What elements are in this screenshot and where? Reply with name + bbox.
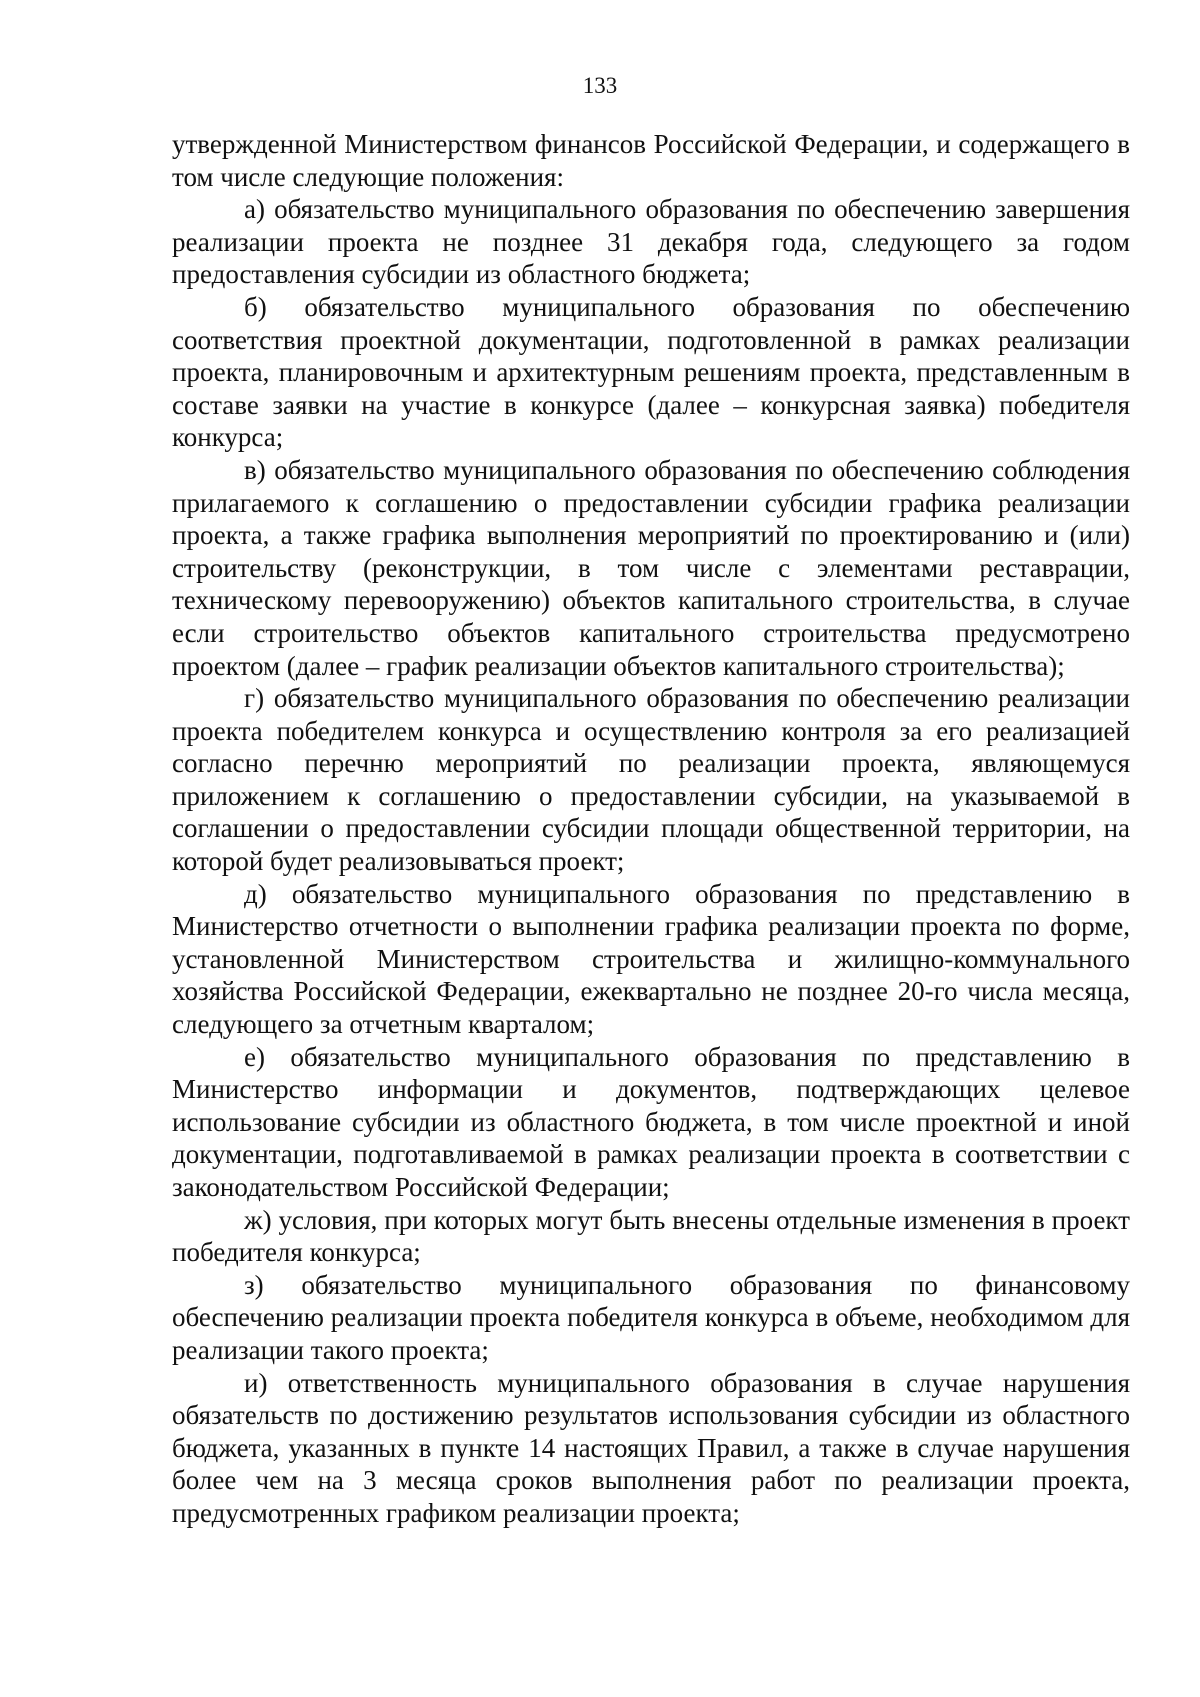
paragraph-item-g: г) обязательство муниципального образования по обеспечению реализации проекта победителем конкурса и осуществлению контроля за его реализацией согласно перечню мероприятий по реализации проекта, являющемуся приложением к соглашению о предоставлении субсидии, на указываемой в соглашении о предоставлении субсидии площади общественной территории, на которой будет реализовываться проект; bbox=[172, 683, 1130, 877]
paragraph-intro: утвержденной Министерством финансов Российской Федерации, и содержащего в том числе следующие положения: bbox=[172, 129, 1130, 192]
paragraph-item-zh: ж) условия, при которых могут быть внесены отдельные изменения в проект победителя конкурса; bbox=[172, 1204, 1130, 1268]
paragraph-item-z: з) обязательство муниципального образования по финансовому обеспечению реализации проекта победителя конкурса в объеме, необходимом для реализации такого проекта; bbox=[172, 1269, 1130, 1365]
paragraph-item-b: б) обязательство муниципального образования по обеспечению соответствия проектной документации, подготовленной в рамках реализации проекта, планировочным и архитектурным решениям проекта, представленным в составе заявки на участие в конкурсе (далее – конкурсная заявка) победителя конкурса; bbox=[172, 291, 1130, 453]
paragraph-item-e: е) обязательство муниципального образования по представлению в Министерство информации и документов, подтверждающих целевое использование субсидии из областного бюджета, в том числе проектной и иной документации, подготавливаемой в рамках реализации проекта в соответствии с законодательством Российской Федерации; bbox=[172, 1041, 1130, 1202]
paragraph-item-v: в) обязательство муниципального образования по обеспечению соблюдения прилагаемого к соглашению о предоставлении субсидии графика реализации проекта, а также графика выполнения мероприятий по проектированию и (или) строительству (реконструкции, в том числе с элементами реставрации, техническому перевооружению) объектов капитального строительства, в случае если строительство объектов капитального строительства предусмотрено проектом (далее – график реализации объектов капитального строительства); bbox=[172, 454, 1130, 681]
page-number: 133 bbox=[582, 73, 618, 98]
paragraph-item-a: а) обязательство муниципального образования по обеспечению завершения реализации проекта не позднее 31 декабря года, следующего за годом предоставления субсидии из областного бюджета; bbox=[172, 194, 1130, 290]
document-body bbox=[172, 128, 1130, 1530]
paragraph-item-d: д) обязательство муниципального образования по представлению в Министерство отчетности о выполнении графика реализации проекта по форме, установленной Министерством строительства и жилищно-коммунального хозяйства Российской Федерации, ежеквартально не позднее 20-го числа месяца, следующего за отчетным кварталом; bbox=[172, 878, 1130, 1040]
paragraph-item-i: и) ответственность муниципального образования в случае нарушения обязательств по достижению результатов использования субсидии из областного бюджета, указанных в пункте 14 настоящих Правил, а также в случае нарушения более чем на 3 месяца сроков выполнения работ по реализации проекта, предусмотренных графиком реализации проекта; bbox=[172, 1367, 1130, 1528]
